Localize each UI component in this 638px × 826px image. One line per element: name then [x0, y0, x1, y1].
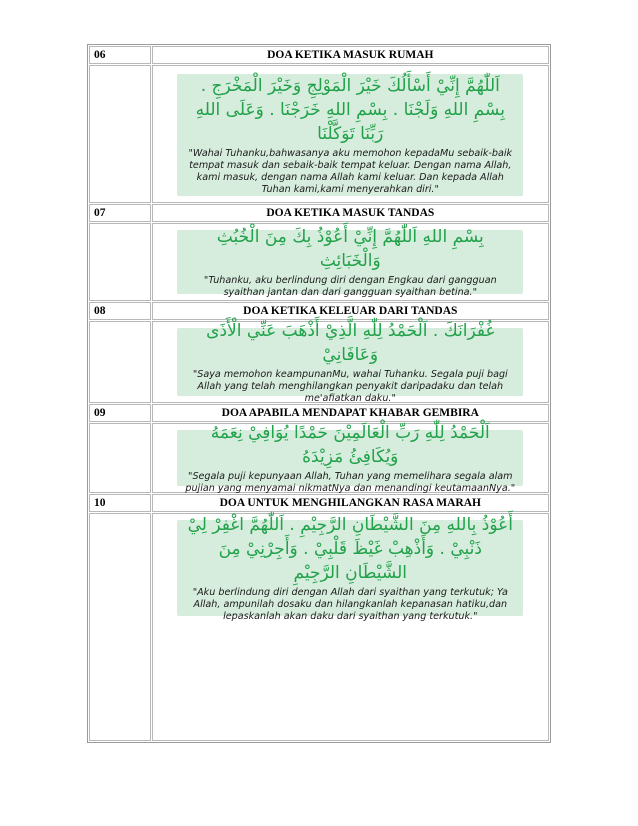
- doa-table: [87, 44, 551, 743]
- doa-card-image: [177, 74, 523, 196]
- row-header-09: [89, 404, 549, 422]
- row-header-07: [89, 204, 549, 222]
- doa-card-image: [177, 321, 523, 404]
- row-title: DOA KETIKA KELEUAR DARI TANDAS: [152, 302, 549, 320]
- arabic-text: بِسْمِ اللهِ اَللّٰهُمَّ إِنِّيْ أَعُوْذُ بِكَ مِنَ الْخُبُثِ وَالْخَبَائِثِ: [216, 227, 484, 271]
- row-number: 07: [89, 204, 151, 222]
- translation-text: "Wahai Tuhanku,bahwasanya aku memohon kepadaMu sebaik-baik tempat masuk dan sebaik-baik tempat keluar. Dengan nama Allah, kami masuk, dengan nama Allah kami keluar. Dan kepada Allah Tuhan kami,kami menyerahkan diri.": [188, 148, 513, 195]
- empty-cell: [89, 223, 151, 301]
- translation-text: "Segala puji kepunyaan Allah, Tuhan yang memelihara segala alam pujian yang menyamai nikmatNya dan menandingi keutamaanNya.": [185, 471, 516, 494]
- row-content-08: [89, 321, 549, 403]
- row-number: 09: [89, 404, 151, 422]
- row-header-10: [89, 494, 549, 512]
- row-content-09: [89, 423, 549, 493]
- row-header-08: [89, 302, 549, 320]
- row-number: 10: [89, 494, 151, 512]
- row-header-06: [89, 46, 549, 64]
- translation-text: "Tuhanku, aku berlindung diri dengan Engkau dari gangguan syaithan jantan dan dari gangguan syaithan betina.": [203, 275, 497, 298]
- row-content-07: [89, 223, 549, 301]
- arabic-text: اَللّٰهُمَّ إِنِّيْ أَسْأَلُكَ خَيْرَ الْمَوْلِجِ وَخَيْرَ الْمَخْرَجِ . بِسْمِ اللهِ وَلَجْنَا . بِسْمِ اللهِ خَرَجْنَا . وَعَلَى اللهِ رَبِّنَا تَوَكَّلْنَا: [195, 76, 505, 144]
- empty-cell: [89, 65, 151, 203]
- row-title: DOA APABILA MENDAPAT KHABAR GEMBIRA: [152, 404, 549, 422]
- doa-card-image: [177, 227, 523, 298]
- row-content-06: [89, 65, 549, 203]
- row-title: DOA UNTUK MENGHILANGKAN RASA MARAH: [152, 494, 549, 512]
- translation-text: "Saya memohon keampunanMu, wahai Tuhanku. Segala puji bagi Allah yang telah menghilangkan penyakit daripadaku dan telah me'afiatkan daku.": [192, 369, 508, 404]
- row-title: DOA KETIKA MASUK TANDAS: [152, 204, 549, 222]
- row-number: 06: [89, 46, 151, 64]
- content-cell: [152, 321, 549, 403]
- content-cell: [152, 65, 549, 203]
- row-title: DOA KETIKA MASUK RUMAH: [152, 46, 549, 64]
- content-cell: [152, 223, 549, 301]
- empty-cell: [89, 423, 151, 493]
- doa-card-image: [177, 515, 523, 622]
- empty-cell: [89, 321, 151, 403]
- content-cell: [152, 513, 549, 741]
- content-cell: [152, 423, 549, 493]
- arabic-text: أَعُوْذُ بِاللهِ مِنَ الشَّيْطَانِ الرَّجِيْمِ . اَللّٰهُمَّ اغْفِرْ لِيْ ذَنْبِيْ . وَأَذْهِبْ غَيْظَ قَلْبِيْ . وَأَجِرْنِيْ مِنَ الشَّيْطَانِ الرَّجِيْمِ: [187, 515, 513, 583]
- row-content-10: [89, 513, 549, 741]
- row-number: 08: [89, 302, 151, 320]
- doa-card-image: [177, 423, 523, 494]
- empty-cell: [89, 513, 151, 741]
- arabic-text: غُفْرَانَكَ . اَلْحَمْدُ لِلّٰهِ الَّذِيْ أَذْهَبَ عَنِّي الْأَذَى وَعَافَانِيْ: [206, 321, 495, 365]
- arabic-text: اَلْحَمْدُ لِلّٰهِ رَبِّ الْعَالَمِيْنَ حَمْدًا يُوَافِيْ نِعَمَهُ وَيُكَافِئُ مَزِيْدَهُ: [210, 423, 490, 467]
- translation-text: "Aku berlindung diri dengan Allah dari syaithan yang terkutuk; Ya Allah, ampunilah dosaku dan hilangkanlah kepanasan hatiku,dan lepaskanlah akan daku dari syaithan yang terkutuk.": [192, 587, 508, 622]
